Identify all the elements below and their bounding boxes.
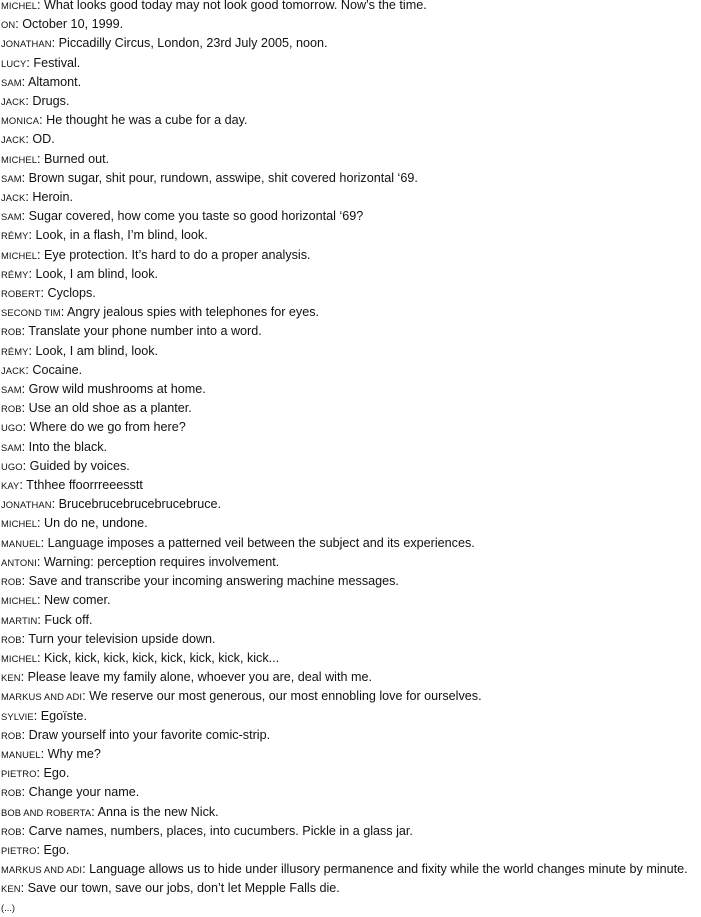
dialogue-line: PIETRO: Ego. — [1, 842, 70, 857]
utterance-text: OD. — [32, 132, 55, 147]
speaker-name: JONATHAN — [1, 38, 52, 50]
utterance-text: Language allows us to hide under illusory permanence and fixity while the world changes minute by minute. — [89, 862, 688, 877]
continuation-ellipsis: (...) — [1, 901, 16, 913]
speaker-name: MONICA — [1, 115, 40, 127]
utterance-text: Change your name. — [28, 785, 140, 800]
utterance-text: Translate your phone number into a word. — [28, 324, 262, 339]
speaker-name: MARTIN — [1, 614, 38, 626]
dialogue-line: SAM: Grow wild mushrooms at home. — [1, 382, 206, 397]
dialogue-line: MANUEL: Why me? — [1, 746, 101, 761]
speaker-name: ROB — [1, 633, 22, 645]
utterance-text: Carve names, numbers, places, into cucumbers. Pickle in a glass jar. — [28, 823, 413, 838]
utterance-text: Ego. — [43, 842, 70, 857]
speaker-name: PIETRO — [1, 768, 37, 780]
utterance-text: Look, in a flash, I’m blind, look. — [35, 228, 208, 243]
utterance-text: Anna is the new Nick. — [97, 804, 219, 819]
speaker-name: MICHEL — [1, 652, 38, 664]
dialogue-line: MANUEL: Language imposes a patterned veil between the subject and its experiences. — [1, 535, 475, 550]
speaker-name: KEN — [1, 883, 21, 895]
speaker-name: SAM — [1, 384, 22, 396]
dialogue-line: MARKUS AND ADI: Language allows us to hide under illusory permanence and fixity while the world changes minute by minute. — [1, 862, 688, 877]
utterance-text: Tthhee ffoorrreeesstt — [26, 478, 143, 493]
speaker-name: ROB — [1, 729, 22, 741]
dialogue-line: MICHEL: Burned out. — [1, 151, 110, 166]
dialogue-line: RÉMY: Look, I am blind, look. — [1, 343, 159, 358]
dialogue-line: KEN: Save our town, save our jobs, don’t let Mepple Falls die. — [1, 881, 340, 896]
speaker-name: UGO — [1, 460, 23, 472]
dialogue-line: SAM: Altamont. — [1, 74, 82, 89]
utterance-text: What looks good today may not look good tomorrow. Now’s the time. — [44, 0, 427, 12]
dialogue-line: MICHEL: New comer. — [1, 593, 111, 608]
speaker-name: MICHEL — [1, 518, 38, 530]
speaker-name: KEN — [1, 672, 21, 684]
dialogue-line: SAM: Sugar covered, how come you taste so good horizontal ‘69? — [1, 209, 364, 224]
speaker-name: ROB — [1, 403, 22, 415]
utterance-text: Save our town, save our jobs, don’t let Mepple Falls die. — [27, 881, 340, 896]
utterance-text: Save and transcribe your incoming answering machine messages. — [28, 574, 399, 589]
speaker-name: PIETRO — [1, 844, 37, 856]
utterance-text: Grow wild mushrooms at home. — [28, 382, 206, 397]
utterance-text: Look, I am blind, look. — [35, 266, 159, 281]
utterance-text: We reserve our most generous, our most ennobling love for ourselves. — [89, 689, 482, 704]
utterance-text: Please leave my family alone, whoever you are, deal with me. — [27, 670, 372, 685]
dialogue-line: ROB: Translate your phone number into a word. — [1, 324, 262, 339]
speaker-name: MARKUS AND ADI — [1, 691, 83, 703]
speaker-name: MANUEL — [1, 537, 41, 549]
utterance-text: Cocaine. — [32, 362, 83, 377]
utterance-text: Ego. — [43, 766, 70, 781]
utterance-text: Why me? — [47, 746, 101, 761]
utterance-text: Kick, kick, kick, kick, kick, kick, kick, kick... — [44, 650, 280, 665]
speaker-name: ROB — [1, 326, 22, 338]
speaker-name: ROB — [1, 825, 22, 837]
speaker-name: MICHEL — [1, 0, 38, 11]
dialogue-line: ROB: Use an old shoe as a planter. — [1, 401, 192, 416]
dialogue-line: MICHEL: Kick, kick, kick, kick, kick, kick, kick, kick... — [1, 650, 280, 665]
dialogue-line: MICHEL: Eye protection. It’s hard to do a proper analysis. — [1, 247, 311, 262]
utterance-text: Look, I am blind, look. — [35, 343, 159, 358]
speaker-name: JONATHAN — [1, 499, 52, 511]
utterance-text: Into the black. — [28, 439, 108, 454]
utterance-text: Brucebrucebrucebrucebruce. — [58, 497, 222, 512]
dialogue-line: ROB: Carve names, numbers, places, into cucumbers. Pickle in a glass jar. — [1, 823, 413, 838]
utterance-text: October 10, 1999. — [22, 17, 124, 32]
utterance-text: Warning: perception requires involvement. — [43, 554, 280, 569]
speaker-name: SAM — [1, 211, 22, 223]
dialogue-line: KAY: Tthhee ffoorrreeesstt — [1, 478, 143, 493]
dialogue-line: SECOND TIM: Angry jealous spies with telephones for eyes. — [1, 305, 320, 320]
speaker-name: MICHEL — [1, 153, 38, 165]
utterance-text: Fuck off. — [44, 612, 93, 627]
speaker-name: JACK — [1, 96, 26, 108]
utterance-text: Festival. — [33, 55, 81, 70]
dialogue-line: ON: October 10, 1999. — [1, 17, 124, 32]
utterance-text: Drugs. — [32, 94, 70, 109]
utterance-text: Angry jealous spies with telephones for eyes. — [67, 305, 320, 320]
utterance-text: Sugar covered, how come you taste so good horizontal ‘69? — [28, 209, 364, 224]
speaker-name: KAY — [1, 480, 20, 492]
dialogue-line: RÉMY: Look, in a flash, I’m blind, look. — [1, 228, 208, 243]
speaker-name: MICHEL — [1, 249, 38, 261]
dialogue-line: JONATHAN: Piccadilly Circus, London, 23rd July 2005, noon. — [1, 36, 328, 51]
speaker-name: JACK — [1, 364, 26, 376]
utterance-text: Where do we go from here? — [29, 420, 186, 435]
dialogue-line: RÉMY: Look, I am blind, look. — [1, 266, 159, 281]
utterance-text: Heroin. — [32, 190, 73, 205]
dialogue-line: JACK: Cocaine. — [1, 362, 83, 377]
speaker-name: ROB — [1, 576, 22, 588]
dialogue-line: ROB: Draw yourself into your favorite comic-strip. — [1, 727, 271, 742]
dialogue-line: ROB: Save and transcribe your incoming answering machine messages. — [1, 574, 399, 589]
utterance-text: Egoïste. — [40, 708, 87, 723]
speaker-name: JACK — [1, 192, 26, 204]
speaker-name: UGO — [1, 422, 23, 434]
speaker-name: SAM — [1, 76, 22, 88]
utterance-text: Eye protection. It’s hard to do a proper analysis. — [44, 247, 311, 262]
speaker-name: SAM — [1, 172, 22, 184]
utterance-text: Burned out. — [44, 151, 110, 166]
utterance-text: He thought he was a cube for a day. — [46, 113, 248, 128]
utterance-text: New comer. — [44, 593, 111, 608]
utterance-text: Guided by voices. — [29, 458, 130, 473]
speaker-name: RÉMY — [1, 268, 29, 280]
utterance-text: Language imposes a patterned veil between the subject and its experiences. — [47, 535, 475, 550]
speaker-name: ROBERT — [1, 288, 41, 300]
dialogue-line: BOB AND ROBERTA: Anna is the new Nick. — [1, 804, 219, 819]
speaker-name: SAM — [1, 441, 22, 453]
speaker-name: MANUEL — [1, 748, 41, 760]
dialogue-line: PIETRO: Ego. — [1, 766, 70, 781]
utterance-text: Brown sugar, shit pour, rundown, asswipe, shit covered horizontal ‘69. — [28, 170, 418, 185]
dialogue-line: JACK: Heroin. — [1, 190, 73, 205]
utterance-text: Piccadilly Circus, London, 23rd July 2005, noon. — [58, 36, 328, 51]
speaker-name: LUCY — [1, 57, 27, 69]
speaker-name: RÉMY — [1, 345, 29, 357]
dialogue-line: ROBERT: Cyclops. — [1, 286, 96, 301]
speaker-name: ANTONI — [1, 556, 37, 568]
dialogue-line: SAM: Brown sugar, shit pour, rundown, asswipe, shit covered horizontal ‘69. — [1, 170, 418, 185]
dialogue-line: MARTIN: Fuck off. — [1, 612, 93, 627]
dialogue-line: UGO: Where do we go from here? — [1, 420, 186, 435]
utterance-text: Cyclops. — [47, 286, 96, 301]
speaker-name: RÉMY — [1, 230, 29, 242]
speaker-name: MICHEL — [1, 595, 38, 607]
dialogue-line: JONATHAN: Brucebrucebrucebrucebruce. — [1, 497, 222, 512]
dialogue-line: ANTONI: Warning: perception requires involvement. — [1, 554, 280, 569]
speaker-name: MARKUS AND ADI — [1, 864, 83, 876]
dialogue-line: MICHEL: Un do ne, undone. — [1, 516, 148, 531]
speaker-name: ROB — [1, 787, 22, 799]
dialogue-line: MONICA: He thought he was a cube for a day. — [1, 113, 248, 128]
utterance-text: Altamont. — [27, 74, 82, 89]
utterance-text: Use an old shoe as a planter. — [28, 401, 192, 416]
utterance-text: Turn your television upside down. — [28, 631, 216, 646]
dialogue-line: ROB: Change your name. — [1, 785, 140, 800]
speaker-name: SYLVIE — [1, 710, 34, 722]
dialogue-line: MARKUS AND ADI: We reserve our most generous, our most ennobling love for ourselves. — [1, 689, 482, 704]
dialogue-line: SAM: Into the black. — [1, 439, 108, 454]
dialogue-line: SYLVIE: Egoïste. — [1, 708, 87, 723]
dialogue-line: JACK: OD. — [1, 132, 55, 147]
speaker-name: JACK — [1, 134, 26, 146]
dialogue-line: UGO: Guided by voices. — [1, 458, 130, 473]
utterance-text: Draw yourself into your favorite comic-strip. — [28, 727, 271, 742]
dialogue-line: LUCY: Festival. — [1, 55, 81, 70]
dialogue-line: JACK: Drugs. — [1, 94, 70, 109]
speaker-name: ON — [1, 19, 16, 31]
utterance-text: Un do ne, undone. — [44, 516, 148, 531]
dialogue-line: KEN: Please leave my family alone, whoever you are, deal with me. — [1, 670, 372, 685]
speaker-name: SECOND TIM — [1, 307, 61, 319]
dialogue-line: ROB: Turn your television upside down. — [1, 631, 216, 646]
dialogue-line: MICHEL: What looks good today may not look good tomorrow. Now’s the time. — [1, 0, 427, 12]
speaker-name: BOB AND ROBERTA — [1, 806, 92, 818]
